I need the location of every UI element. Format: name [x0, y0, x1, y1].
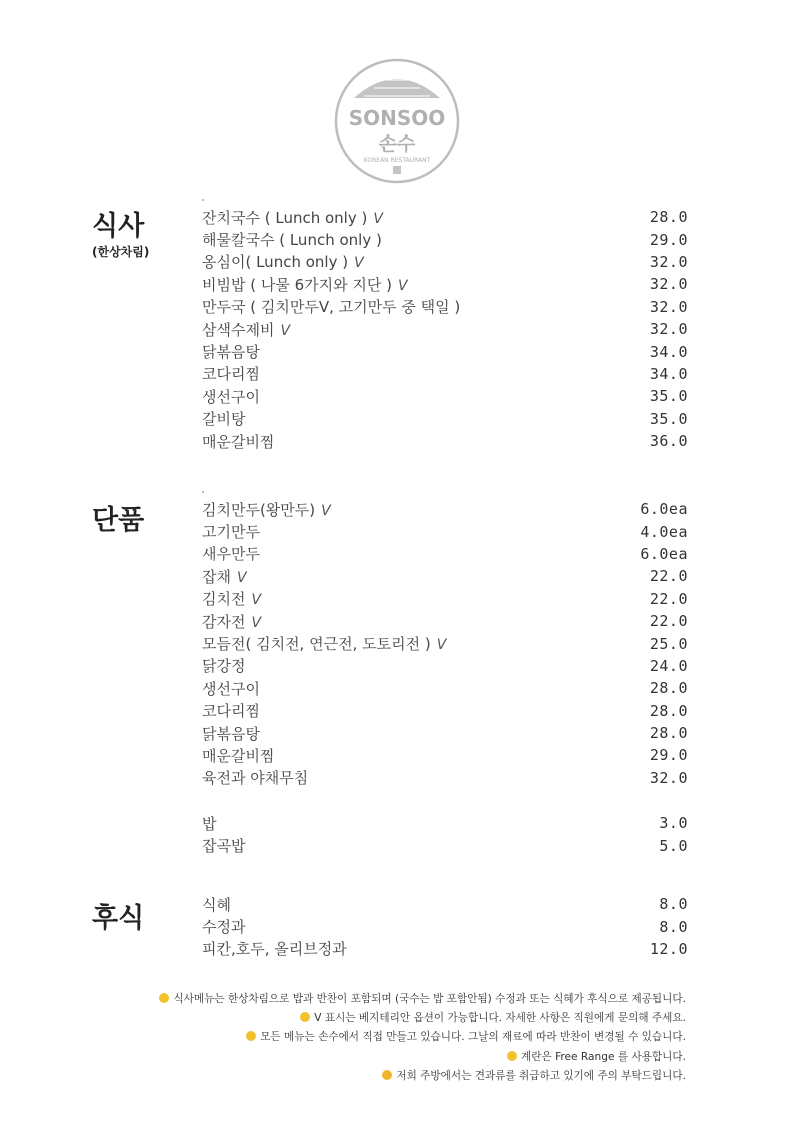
menu-item-price: 28.0	[649, 701, 688, 720]
menu-item-name: 생선구이	[202, 679, 260, 698]
vegetarian-mark: V	[251, 614, 262, 631]
vegetarian-mark: V	[398, 277, 408, 294]
menu-item-price: 3.0	[659, 814, 688, 833]
menu-item-price: 28.0	[649, 679, 688, 698]
menu-item	[202, 430, 688, 452]
menu-item-name: 잔치국수 ( Lunch only ) V	[202, 208, 383, 227]
menu-item	[202, 700, 688, 722]
menu-item	[202, 385, 688, 407]
vegetarian-mark: V	[321, 502, 331, 519]
menu-item	[202, 273, 688, 295]
menu-item-price: 36.0	[649, 432, 688, 451]
menu-item	[202, 543, 688, 565]
menu-item-price: 32.0	[649, 252, 688, 271]
menu-item	[202, 767, 688, 789]
seal-icon	[393, 166, 401, 174]
vegetarian-mark: V	[373, 210, 383, 227]
footnote	[159, 1009, 686, 1028]
menu-item-price: 24.0	[649, 656, 688, 675]
menu-item-name: 코다리찜	[202, 702, 260, 721]
menu-item-price: 8.0	[659, 895, 688, 914]
menu-item	[202, 632, 688, 654]
sonsoo-logo	[334, 58, 460, 184]
menu-item	[202, 938, 688, 960]
menu-item	[202, 655, 688, 677]
menu-item-name: 닭볶음탕	[202, 343, 260, 362]
footnote-text: 저희 주방에서는 견과류를 취급하고 있기에 주의 부탁드립니다.	[396, 1069, 686, 1082]
menu-item-price: 34.0	[649, 342, 688, 361]
menu-item	[202, 812, 688, 834]
menu-item	[202, 834, 688, 856]
menu-item-name: 감자전 V	[202, 612, 262, 631]
menu-item	[202, 296, 688, 318]
menu-item-price: 32.0	[649, 768, 688, 787]
menu-item-price: 6.0ea	[640, 500, 688, 519]
menu-item-name: 만두국 ( 김치만두V, 고기만두 중 택일 )	[202, 298, 461, 317]
menu-item	[202, 318, 688, 340]
menu-item	[202, 520, 688, 542]
menu-item	[202, 722, 688, 744]
meal-menu-list	[202, 206, 688, 452]
menu-item-name: 김치전 V	[202, 590, 262, 609]
single-menu-list	[202, 498, 688, 789]
menu-item	[202, 363, 688, 385]
vegetarian-mark: V	[251, 592, 262, 609]
menu-item-name: 매운갈비찜	[202, 746, 275, 765]
logo-tagline: KOREAN RESTAURANT	[363, 157, 431, 164]
logo-brand-en: SONSOO	[348, 106, 446, 130]
menu-item-price: 4.0ea	[640, 522, 688, 541]
section-subtitle-meal: (한상차림)	[92, 245, 150, 259]
footnotes	[159, 990, 686, 1086]
menu-item	[202, 915, 688, 937]
menu-item	[202, 610, 688, 632]
menu-item	[202, 228, 688, 250]
footnote	[159, 1067, 686, 1086]
menu-item-name: 옹심이( Lunch only ) V	[202, 253, 364, 272]
menu-item	[202, 893, 688, 915]
menu-item-name: 잡채 V	[202, 567, 247, 586]
smile-icon	[246, 1031, 256, 1041]
smile-icon	[159, 993, 169, 1003]
footnote	[159, 1048, 686, 1067]
menu-item	[202, 251, 688, 273]
menu-item	[202, 408, 688, 430]
menu-item-name: 밥	[202, 814, 217, 833]
menu-item-name: 생선구이	[202, 387, 260, 406]
section-title-meal: 식사	[92, 211, 145, 242]
menu-item-price: 22.0	[649, 589, 688, 608]
menu-item-price: 5.0	[659, 836, 688, 855]
menu-item-name: 매운갈비찜	[202, 432, 275, 451]
footnote-text: 식사메뉴는 한상차림으로 밥과 반찬이 포함되며 (국수는 밥 포함안됨) 수정과 또는 식혜가 후식으로 제공됩니다.	[173, 993, 686, 1005]
menu-item-price: 34.0	[649, 364, 688, 383]
menu-item-price: 6.0ea	[640, 544, 688, 563]
menu-item-name: 육전과 야채무침	[202, 769, 309, 788]
menu-item-price: 28.0	[649, 208, 688, 227]
menu-item-price: 25.0	[649, 634, 688, 653]
divider-dot	[202, 199, 204, 201]
menu-item-name: 삼색수제비 V	[202, 320, 291, 339]
menu-item-price: 35.0	[649, 387, 688, 406]
menu-item	[202, 565, 688, 587]
footnote-text: 계란은 Free Range 를 사용합니다.	[521, 1050, 686, 1063]
footnote-text: 모든 메뉴는 손수에서 직접 만들고 있습니다. 그날의 재료에 따라 반찬이 변경될 수 있습니다.	[260, 1031, 686, 1044]
worried-face-icon	[382, 1070, 392, 1080]
menu-item-price: 32.0	[649, 320, 688, 339]
menu-item	[202, 340, 688, 362]
section-title-single: 단품	[92, 505, 145, 536]
menu-item-price: 12.0	[649, 939, 688, 958]
section-title-dessert: 후식	[92, 903, 145, 934]
footnote	[159, 1028, 686, 1047]
footnote-text: V 표시는 베지테리안 옵션이 가능합니다. 자세한 사항은 직원에게 문의해 주세요.	[314, 1012, 686, 1025]
menu-item-name: 갈비탕	[202, 410, 246, 429]
dessert-menu-list	[202, 893, 688, 960]
menu-item	[202, 498, 688, 520]
vegetarian-mark: V	[280, 322, 291, 339]
vegetarian-mark: V	[354, 255, 364, 272]
menu-item-price: 29.0	[649, 230, 688, 249]
menu-item-name: 새우만두	[202, 545, 260, 564]
smile-icon	[300, 1012, 310, 1022]
menu-item-name: 고기만두	[202, 523, 260, 542]
menu-item	[202, 588, 688, 610]
menu-item-name: 코다리찜	[202, 365, 260, 384]
menu-item-price: 32.0	[649, 275, 688, 294]
divider-dot	[202, 491, 204, 493]
menu-item-name: 비빔밥 ( 나물 6가지와 지단 ) V	[202, 275, 408, 294]
menu-item-name: 잡곡밥	[202, 837, 246, 856]
menu-item-price: 22.0	[649, 567, 688, 586]
menu-item-name: 수정과	[202, 918, 246, 937]
vegetarian-mark: V	[436, 637, 447, 654]
menu-item	[202, 206, 688, 228]
menu-item-price: 32.0	[649, 297, 688, 316]
menu-item-price: 8.0	[659, 917, 688, 936]
vegetarian-mark: V	[236, 569, 247, 586]
menu-item-name: 닭볶음탕	[202, 724, 260, 743]
menu-item-name: 김치만두(왕만두) V	[202, 500, 331, 519]
footnote	[159, 990, 686, 1009]
menu-item-price: 29.0	[649, 746, 688, 765]
menu-item-name: 닭강정	[202, 657, 246, 676]
menu-item	[202, 677, 688, 699]
smile-icon	[507, 1051, 517, 1061]
logo-brand-ko: 손수	[378, 133, 416, 155]
menu-item-name: 해물칼국수 ( Lunch only )	[202, 231, 382, 250]
menu-item-name: 피칸,호두, 올리브정과	[202, 940, 347, 959]
menu-item	[202, 744, 688, 766]
menu-item-price: 22.0	[649, 612, 688, 631]
sides-menu-list	[202, 812, 688, 857]
menu-item-name: 모듬전( 김치전, 연근전, 도토리전 ) V	[202, 635, 447, 654]
menu-item-name: 식혜	[202, 895, 231, 914]
menu-item-price: 28.0	[649, 724, 688, 743]
menu-item-price: 35.0	[649, 409, 688, 428]
